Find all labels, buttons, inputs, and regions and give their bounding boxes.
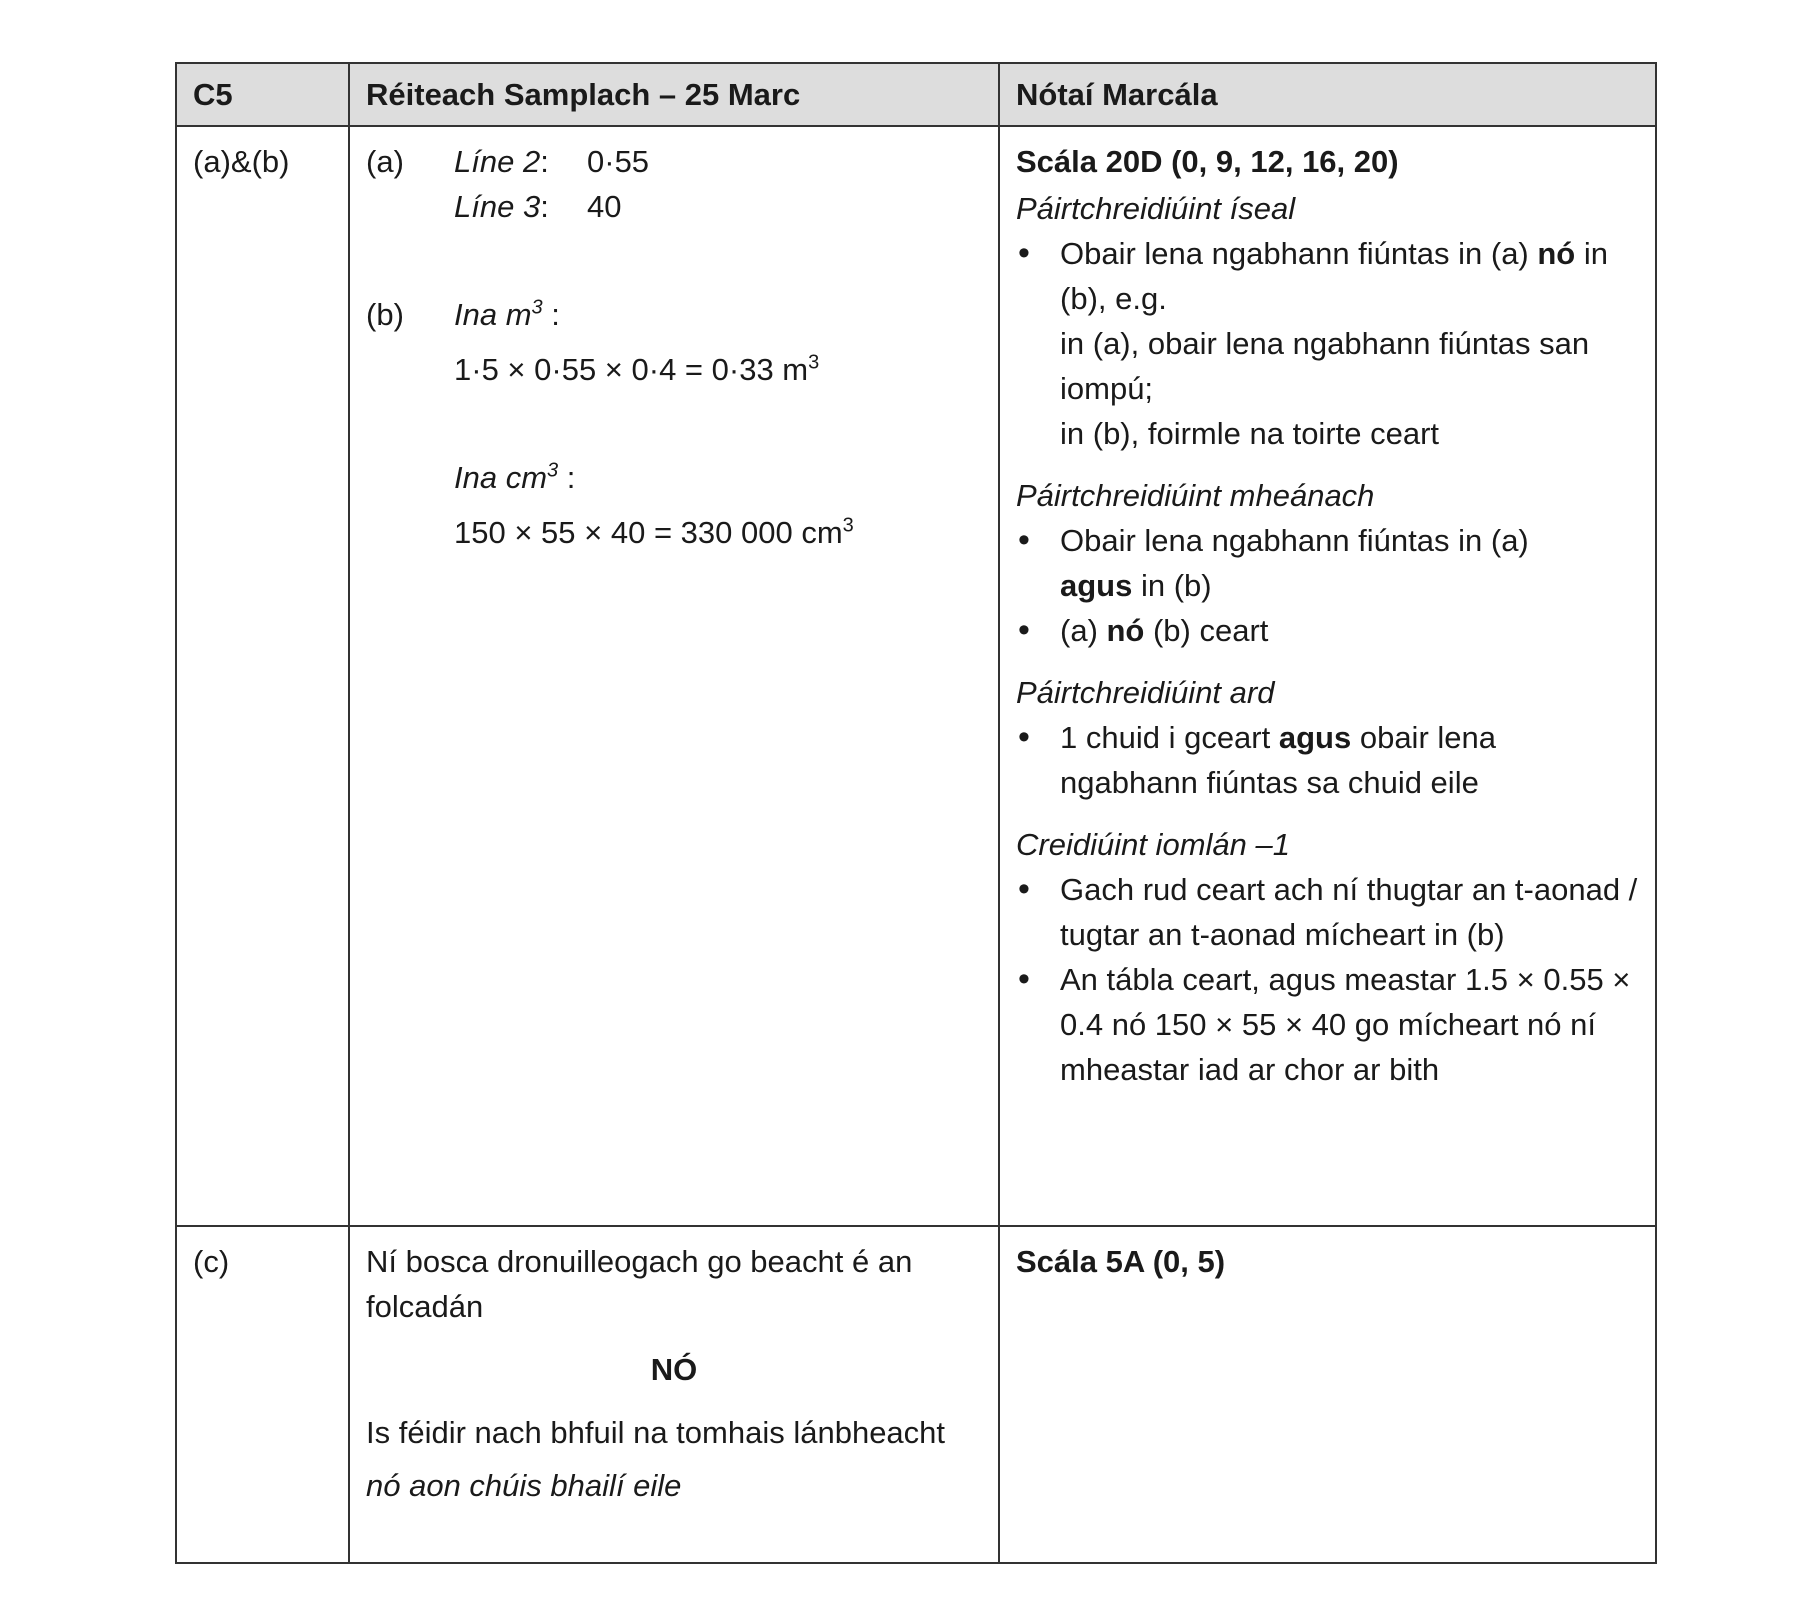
high-credit-list	[1016, 715, 1639, 805]
a-line2: (a) Líne 2: 0·55	[366, 139, 982, 184]
line3-label: Líne 3	[454, 189, 541, 224]
b-label: (b)	[366, 297, 404, 332]
full-credit-title: Creidiúint iomlán –1	[1016, 827, 1290, 862]
mid-credit-list	[1016, 518, 1639, 653]
high-credit-title: Páirtchreidiúint ard	[1016, 675, 1275, 710]
notes-cell-c	[999, 1226, 1656, 1563]
part-label-ab: (a)&(b)	[176, 126, 349, 1226]
m3-calculation: 1·5 × 0·55 × 0·4 = 0·33 $m^3$	[454, 351, 820, 387]
header-question: C5	[176, 63, 349, 126]
line3-value: 40	[587, 189, 622, 224]
header-solution: Réiteach Samplach – 25 Marc	[349, 63, 999, 126]
a-label: (a)	[366, 144, 404, 179]
list-item: • Obair lena ngabhann fiúntas in (a) nó in (b), e.g. in (a), obair lena ngabhann fiúntas san iompú; in (b), foirmle na toirte ceart	[1016, 231, 1639, 456]
header-notes: Nótaí Marcála	[999, 63, 1656, 126]
mid-credit-title: Páirtchreidiúint mheánach	[1016, 478, 1375, 513]
m3-heading: Ina m	[454, 297, 532, 332]
cm3-heading: Ina $cm^3$ :	[454, 459, 576, 495]
line2-value: 0·55	[587, 144, 650, 179]
answer-1: Ní bosca dronuilleogach go beacht é an folcadán	[366, 1244, 913, 1324]
low-credit-title: Páirtchreidiúint íseal	[1016, 191, 1296, 226]
full-credit-list	[1016, 867, 1639, 1092]
scale-20d: Scála 20D (0, 9, 12, 16, 20)	[1016, 144, 1399, 179]
answer-3: nó aon chúis bhailí eile	[366, 1468, 682, 1503]
solution-cell-c	[349, 1226, 999, 1563]
scale-5a: Scála 5A (0, 5)	[1016, 1244, 1226, 1279]
marking-scheme-table	[175, 62, 1657, 1564]
list-item: • 1 chuid i gceart agus obair lena ngabhann fiúntas sa chuid eile	[1016, 715, 1639, 805]
row-c	[176, 1226, 1656, 1563]
answer-2: Is féidir nach bhfuil na tomhais lánbheacht	[366, 1415, 946, 1450]
low-credit-list	[1016, 231, 1639, 456]
solution-cell-ab	[349, 126, 999, 1226]
a-line3: Líne 3: 40	[366, 184, 982, 229]
list-item: • (a) nó (b) ceart	[1016, 608, 1639, 653]
m3-colon: :	[551, 297, 560, 332]
b-heading-m3	[366, 292, 982, 337]
line2-label: Líne 2	[454, 144, 541, 179]
row-a-b	[176, 126, 1656, 1226]
or-label: NÓ	[650, 1352, 698, 1387]
list-item: • An tábla ceart, agus meastar 1.5 × 0.55 × 0.4 nó 150 × 55 × 40 go mícheart nó ní mheastar iad ar chor ar bith	[1016, 957, 1639, 1092]
m3-heading-exp: 3	[531, 296, 543, 319]
notes-cell-ab	[999, 126, 1656, 1226]
list-item: • Obair lena ngabhann fiúntas in (a) agus in (b)	[1016, 518, 1639, 608]
list-item: • Gach rud ceart ach ní thugtar an t-aonad / tugtar an t-aonad mícheart in (b)	[1016, 867, 1639, 957]
part-label-c: (c)	[176, 1226, 349, 1563]
cm3-calculation: 150 × 55 × 40 = 330 000 $cm^3$	[454, 514, 854, 550]
header-row	[176, 63, 1656, 126]
